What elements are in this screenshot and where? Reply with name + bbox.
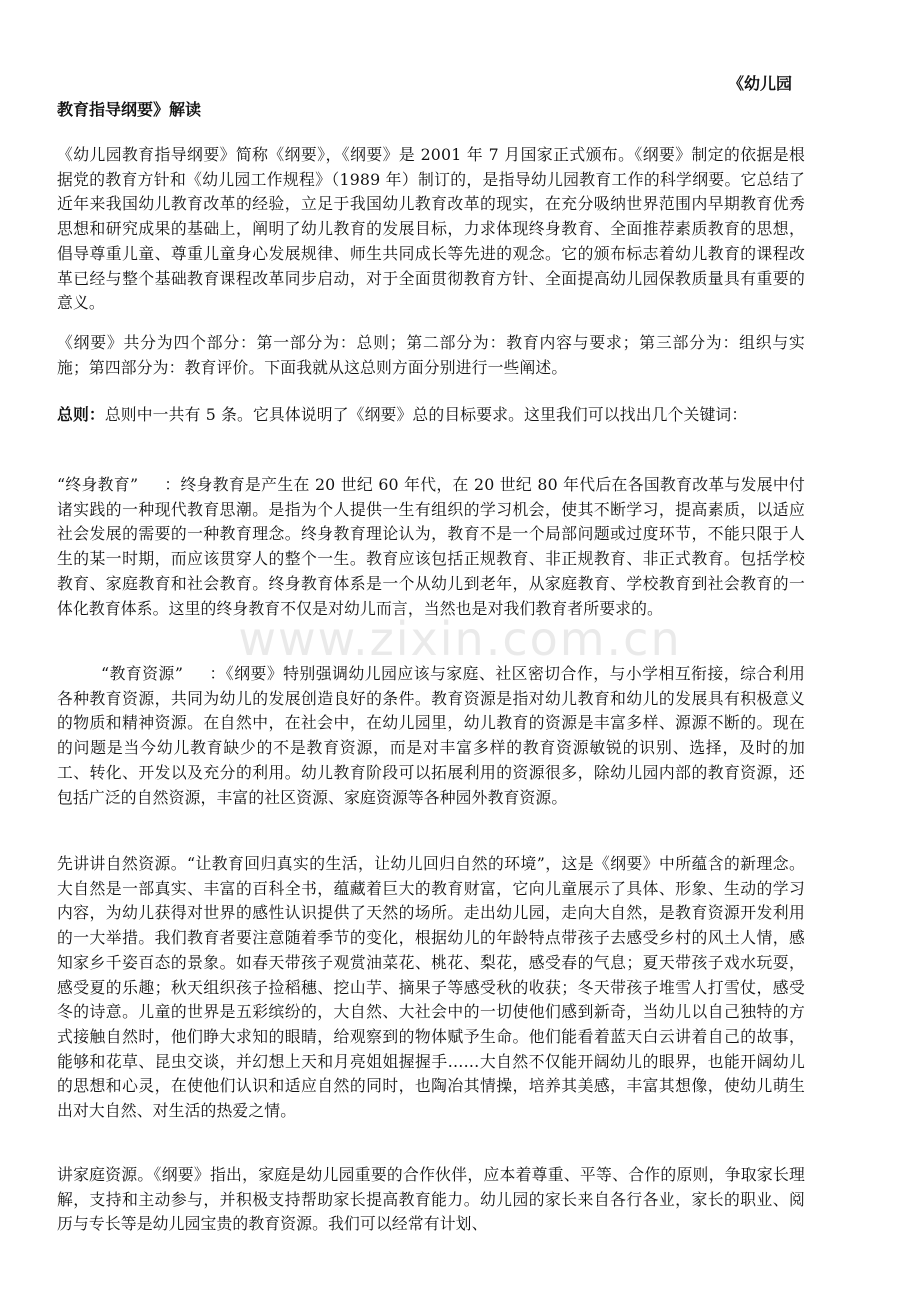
- general-principles-label: 总则：: [57, 405, 105, 424]
- education-resources-paragraph: [57, 662, 805, 810]
- keyword-lifelong-education: “终身教育”: [57, 475, 139, 494]
- natural-resources-paragraph: 先讲讲自然资源。“让教育回归真实的生活，让幼儿回归自然的环境”，这是《纲要》中所蕴含的新理念。大自然是一部真实、丰富的百科全书，蕴藏着巨大的教育财富，它向儿童展示了具体、形象、生动的学习内容，为幼儿获得对世界的感性认识提供了天然的场所。走出幼儿园，走向大自然，是教育资源开发利用的一大举措。我们教育者要注意随着季节的变化，根据幼儿的年龄特点带孩子去感受乡村的风土人情，感知家乡千姿百态的景象。如春天带孩子观赏油菜花、桃花、梨花，感受春的气息；夏天带孩子戏水玩耍，感受夏的乐趣；秋天组织孩子捡稻穗、挖山芋、摘果子等感受秋的收获；冬天带孩子堆雪人打雪仗，感受冬的诗意。儿童的世界是五彩缤纷的，大自然、大社会中的一切使他们感到新奇，当幼儿以自己独特的方式接触自然时，他们睁大求知的眼睛，给观察到的物体赋予生命。他们能看着蓝天白云讲着自己的故事，能够和花草、昆虫交谈，并幻想上天和月亮姐姐握握手……大自然不仅能开阔幼儿的眼界，也能开阔幼儿的思想和心灵，在使他们认识和适应自然的同时，也陶冶其情操，培养其美感，丰富其想像，使幼儿萌生出对大自然、对生活的热爱之情。: [57, 854, 805, 1121]
- lifelong-education-paragraph: [57, 473, 805, 621]
- keyword-education-resources: “教育资源”: [101, 664, 184, 683]
- document-title-part2: 教育指导纲要》解读: [57, 100, 202, 119]
- education-resources-text: ：《纲要》特别强调幼儿园应该与家庭、社区密切合作，与小学相互衔接，综合利用各种教育资源，共同为幼儿的发展创造良好的条件。教育资源是指对幼儿教育和幼儿的发展具有积极意义的物质和精神资源。在自然中，在社会中，在幼儿园里，幼儿教育的资源是丰富多样、源源不断的。现在的问题是当今幼儿教育缺少的不是教育资源，而是对丰富多样的教育资源敏锐的识别、选择，及时的加工、转化、开发以及充分的利用。幼儿教育阶段可以拓展利用的资源很多，除幼儿园内部的教育资源，还包括广泛的自然资源，丰富的社区资源、家庭资源等各种园外教育资源。: [57, 664, 805, 807]
- document-title-part1: 《幼儿园: [727, 74, 792, 93]
- watermark: www.zixin.com.cn: [238, 612, 682, 666]
- structure-paragraph: 《纲要》共分为四个部分：第一部分为：总则；第二部分为：教育内容与要求；第三部分为：组织与实施；第四部分为：教育评价。下面我就从这总则方面分别进行一些阐述。: [57, 333, 805, 377]
- family-resources-paragraph: 讲家庭资源。《纲要》指出，家庭是幼儿园重要的合作伙伴，应本着尊重、平等、合作的原则，争取家长理解，支持和主动参与，并积极支持帮助家长提高教育能力。幼儿园的家长来自各行各业，家长的职业、阅历与专长等是幼儿园宝贵的教育资源。我们可以经常有计划、: [57, 1165, 805, 1234]
- intro-paragraph: 《幼儿园教育指导纲要》简称《纲要》，《纲要》是 2001 年 7 月国家正式颁布。《纲要》制定的依据是根据党的教育方针和《幼儿园工作规程》（1989 年）制订的，是指导幼儿园教育工作的科学纲要。它总结了近年来我国幼儿教育改革的经验，立足于我国幼儿教育改革的现实，在充分吸纳世界范围内早期教育优秀思想和研究成果的基础上，阐明了幼儿教育的发展目标，力求体现终身教育、全面推荐素质教育的思想，倡导尊重儿童、尊重儿童身心发展规律、师生共同成长等先进的观念。它的颁布标志着幼儿教育的课程改革已经与整个基础教育课程改革同步启动，对于全面贯彻教育方针、全面提高幼儿园保教质量具有重要的意义。: [57, 145, 805, 313]
- general-principles-paragraph: [57, 403, 805, 428]
- general-principles-text: 总则中一共有 5 条。它具体说明了《纲要》总的目标要求。这里我们可以找出几个关键词：: [104, 405, 748, 424]
- lifelong-education-text: ：终身教育是产生在 20 世纪 60 年代，在 20 世纪 80 年代后在各国教育改革与发展中付诸实践的一种现代教育思潮。是指为个人提供一生有组织的学习机会，使其不断学习，提高素质，以适应社会发展的需要的一种教育理念。终身教育理论认为，教育不是一个局部问题或过度环节，不能只限于人生的某一时期，而应该贯穿人的整个一生。教育应该包括正规教育、非正规教育、非正式教育。包括学校教育、家庭教育和社会教育。终身教育体系是一个从幼儿到老年，从家庭教育、学校教育到社会教育的一体化教育体系。这里的终身教育不仅是对幼儿而言，当然也是对我们教育者所要求的。: [57, 475, 805, 618]
